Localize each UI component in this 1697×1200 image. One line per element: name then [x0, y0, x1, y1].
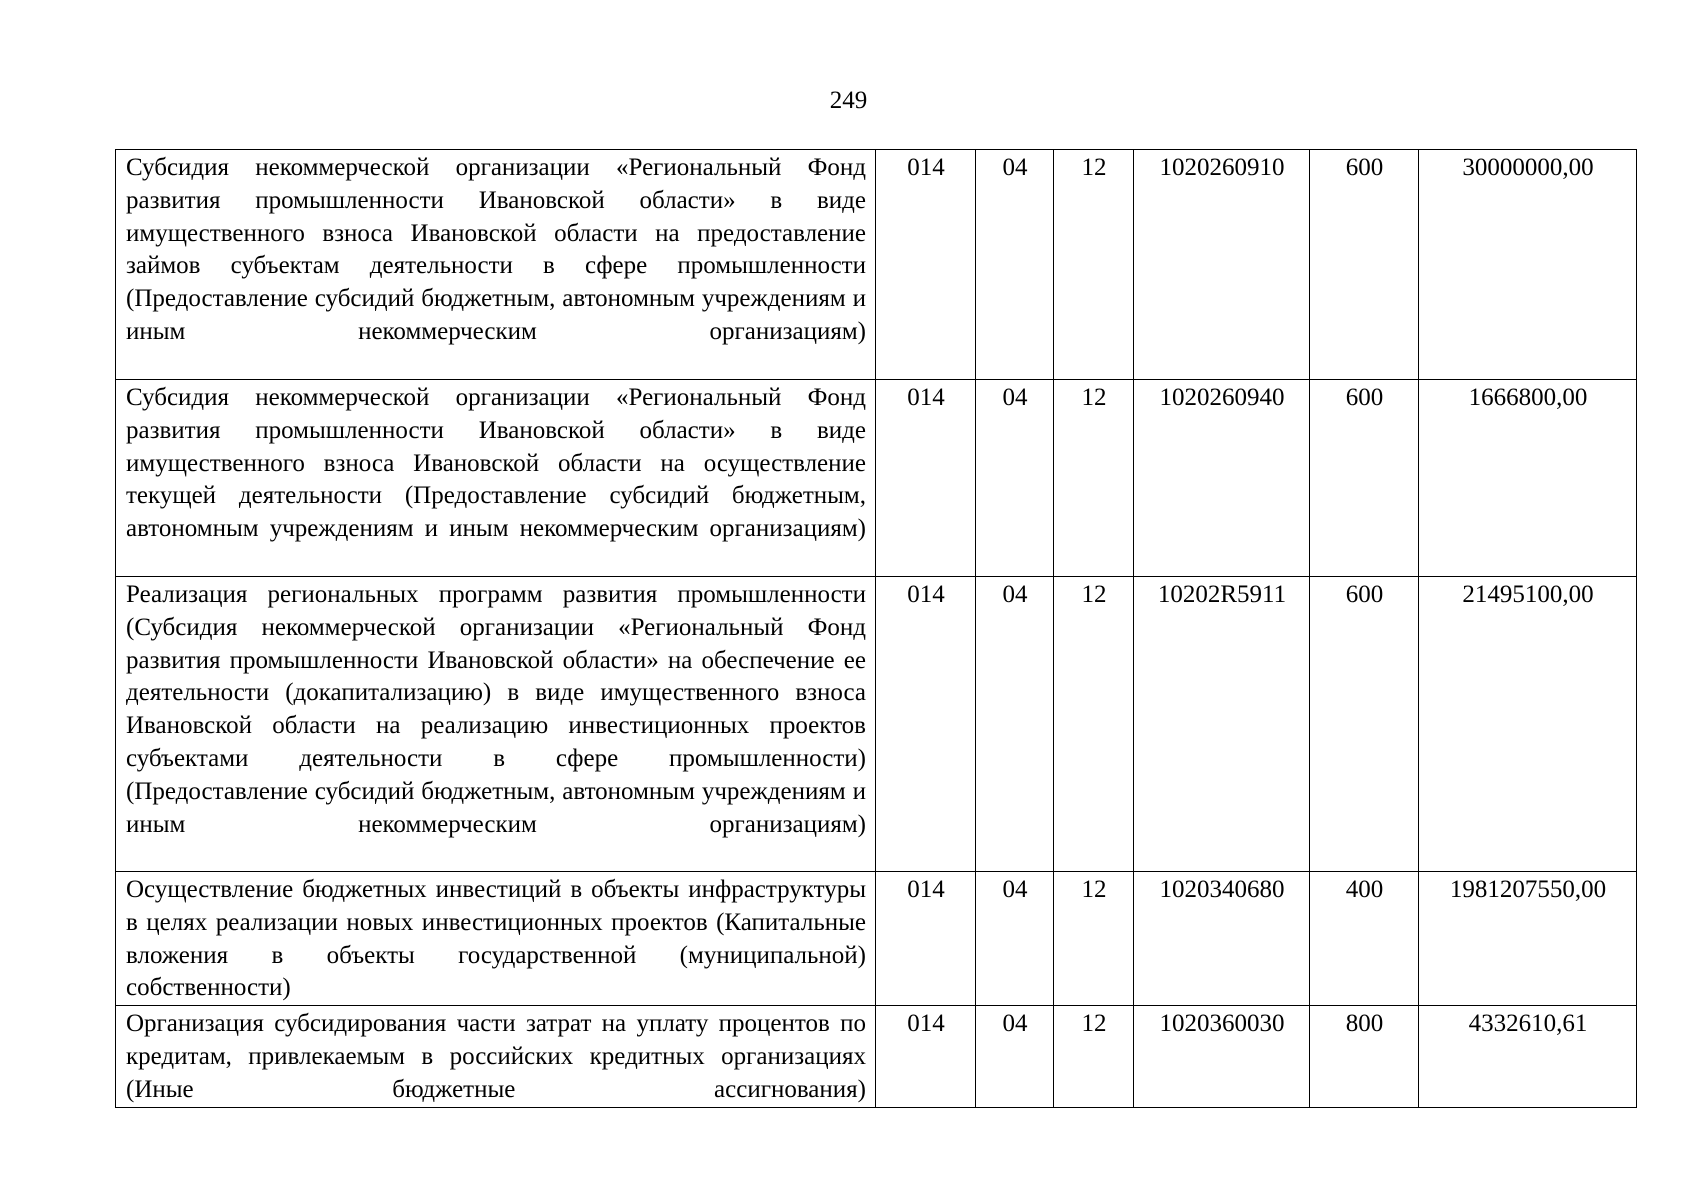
amount: 30000000,00	[1419, 150, 1637, 380]
expense-type-code: 800	[1310, 1006, 1419, 1107]
section-code: 04	[976, 577, 1054, 872]
expense-type-code: 600	[1310, 380, 1419, 577]
target-article-code: 1020260940	[1134, 380, 1310, 577]
amount: 1666800,00	[1419, 380, 1637, 577]
target-article-code: 10202R5911	[1134, 577, 1310, 872]
ministry-code: 014	[876, 150, 976, 380]
section-code: 04	[976, 872, 1054, 1006]
row-description: Реализация региональных программ развития промышленности (Субсидия некоммерческой организации «Региональный Фонд развития промышленности Ивановской области» на обеспечение ее деятельности (докапитализацию) в виде имущественного взноса Ивановской области на реализацию инвестиционных проектов субъектами деятельности в сфере промышленности) (Предоставление субсидий бюджетным, автономным учреждениям и иным некоммерческим организациям)	[116, 577, 876, 872]
table-row	[116, 380, 1637, 577]
table-row	[116, 150, 1637, 380]
amount: 4332610,61	[1419, 1006, 1637, 1107]
row-description: Субсидия некоммерческой организации «Региональный Фонд развития промышленности Ивановской области» в виде имущественного взноса Ивановской области на осуществление текущей деятельности (Предоставление субсидий бюджетным, автономным учреждениям и иным некоммерческим организациям)	[116, 380, 876, 577]
expense-type-code: 600	[1310, 577, 1419, 872]
ministry-code: 014	[876, 577, 976, 872]
row-description: Осуществление бюджетных инвестиций в объекты инфраструктуры в целях реализации новых инвестиционных проектов (Капитальные вложения в объекты государственной (муниципальной) собственности)	[116, 872, 876, 1006]
subsection-code: 12	[1054, 380, 1134, 577]
ministry-code: 014	[876, 1006, 976, 1107]
section-code: 04	[976, 150, 1054, 380]
table-row	[116, 872, 1637, 1006]
subsection-code: 12	[1054, 577, 1134, 872]
row-description: Субсидия некоммерческой организации «Региональный Фонд развития промышленности Ивановской области» в виде имущественного взноса Ивановской области на предоставление займов субъектам деятельности в сфере промышленности (Предоставление субсидий бюджетным, автономным учреждениям и иным некоммерческим организациям)	[116, 150, 876, 380]
subsection-code: 12	[1054, 872, 1134, 1006]
target-article-code: 1020360030	[1134, 1006, 1310, 1107]
ministry-code: 014	[876, 872, 976, 1006]
table-row	[116, 577, 1637, 872]
page-number: 249	[829, 87, 868, 114]
amount: 1981207550,00	[1419, 872, 1637, 1006]
expense-type-code: 600	[1310, 150, 1419, 380]
section-code: 04	[976, 380, 1054, 577]
row-description: Организация субсидирования части затрат на уплату процентов по кредитам, привлекаемым в российских кредитных организациях (Иные бюджетные ассигнования)	[116, 1006, 876, 1107]
table-row	[116, 1006, 1637, 1107]
amount: 21495100,00	[1419, 577, 1637, 872]
budget-table	[115, 149, 1637, 1108]
subsection-code: 12	[1054, 1006, 1134, 1107]
target-article-code: 1020260910	[1134, 150, 1310, 380]
ministry-code: 014	[876, 380, 976, 577]
subsection-code: 12	[1054, 150, 1134, 380]
target-article-code: 1020340680	[1134, 872, 1310, 1006]
section-code: 04	[976, 1006, 1054, 1107]
expense-type-code: 400	[1310, 872, 1419, 1006]
